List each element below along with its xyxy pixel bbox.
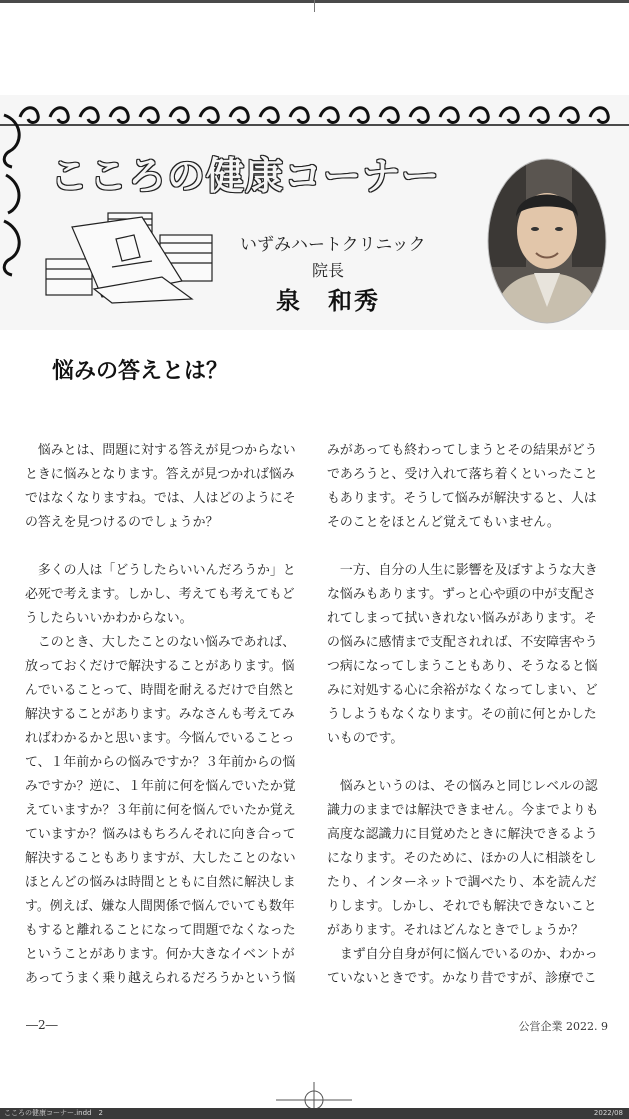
scroll-ornament-icon [0,95,629,135]
body-line: の悩みに感情まで支配されれば、不安障害やう [327,635,598,650]
body-line: えていますか？３年前に何を悩んでいたか覚え [25,803,296,818]
body-line: つ病になってしまうこともあり、そうなると悩 [327,659,598,674]
author-role: 院長 [312,261,345,280]
body-line: になります。そのために、ほかの人に相談をし [327,851,597,866]
column-header [0,95,629,330]
body-line: ということがあります。何か大きなイベントが [25,947,295,962]
body-line: ればわかるかと思います。今悩んでいることっ [25,731,295,746]
article-body-right-column [327,439,604,991]
body-line: 識力のままでは解決できません。今までよりも [327,803,599,818]
body-line: ではなくなりますね。では、人はどのようにそ [25,491,296,506]
open-book-illustration-icon [42,207,222,307]
body-line: の答えを見つけるのでしょうか？ [25,515,219,530]
paragraph-gap [25,535,302,559]
top-crop-mark-icon [314,0,315,12]
body-line: 必死で考えます。しかし、考えても考えてもど [25,587,295,602]
article-body-left-column [25,439,302,991]
body-line: まず自分自身が何に悩んでいるのか、わかっ [327,947,598,962]
body-line: みに対処する心に余裕がなくなってしまい、ど [327,683,598,698]
body-line: もすると離れることになって問題でなくなった [25,923,296,938]
body-line: ときに悩みとなります。答えが見つかれば悩み [25,467,295,482]
body-line: このとき、大したことのない悩みであれば、 [25,635,296,650]
body-line: うしようもなくなります。その前に何とかした [327,707,597,722]
body-line: 悩みとは、問題に対する答えが見つからない [25,443,296,458]
print-slug-bar [0,1108,629,1119]
body-line: ていますか？悩みはもちろんそれに向き合って [25,827,296,842]
body-line: んでいることって、時間を耐えるだけで自然と [25,683,296,698]
body-line: 放っておくだけで解決することがあります。悩 [25,659,295,674]
body-line: いものです。 [327,731,404,746]
body-line: たり、インターネットで調べたり、本を読んだ [327,875,597,890]
slug-date: 2022/08 [593,1109,623,1117]
body-line: りします。しかし、それでも解決できないこと [327,899,597,914]
body-line: もあります。そうして悩みが解決すると、人は [327,491,597,506]
body-line: ていないときです。かなり昔ですが、診療でこ [327,971,597,986]
body-line: あってうまく乗り越えられるだろうかという悩 [25,971,296,986]
body-line: みがあっても終わってしまうとその結果がどう [327,443,598,458]
body-line: 解決することもありますが、大したことのない [25,851,296,866]
slug-filename: こころの健康コーナー.indd 2 [4,1109,103,1117]
body-line: て、１年前からの悩みですか？３年前からの悩 [25,755,296,770]
body-line: であろうと、受け入れて落ち着くといったこと [327,467,598,482]
body-line: 解決することがあります。みなさんも考えてみ [25,707,295,722]
body-line: す。例えば、嫌な人間関係で悩んでいても数年 [25,899,295,914]
journal-issue: 公営企業 2022. 9 [518,1020,608,1033]
clinic-name: いずみハートクリニック [240,235,426,255]
body-line: そのことをほとんど覚えてもいません。 [327,515,560,530]
body-line: うしたらいいかわからない。 [25,611,193,626]
author-name: 泉 和秀 [276,287,380,315]
body-line: があります。それはどんなときでしょうか？ [327,923,584,938]
body-line: な悩みもあります。ずっと心や頭の中が支配さ [327,587,596,602]
body-line: ほとんどの悩みは時間とともに自然に解決しま [25,875,296,890]
corner-scroll-icon [0,95,30,330]
page-number: ―2― [26,1018,58,1032]
body-line: 一方、自分の人生に影響を及ぼすような大き [327,563,598,578]
paragraph-gap [327,535,604,559]
body-line: れてしまって拭いきれない悩みがあります。そ [327,611,597,626]
body-line: みですか？逆に、１年前に何を悩んでいたか覚 [25,779,296,794]
body-line: 悩みというのは、その悩みと同じレベルの認 [327,779,598,794]
paragraph-gap [327,751,604,775]
corner-title: こころの健康コーナー [50,154,441,198]
body-line: 高度な認識力に目覚めたときに解決できるよう [327,827,598,842]
article-title: 悩みの答えとは？ [52,359,229,384]
doctor-portrait-icon [486,157,608,325]
bottom-crop-mark-icon [0,1060,629,1108]
body-line: 多くの人は「どうしたらいいんだろうか」と [25,563,296,578]
